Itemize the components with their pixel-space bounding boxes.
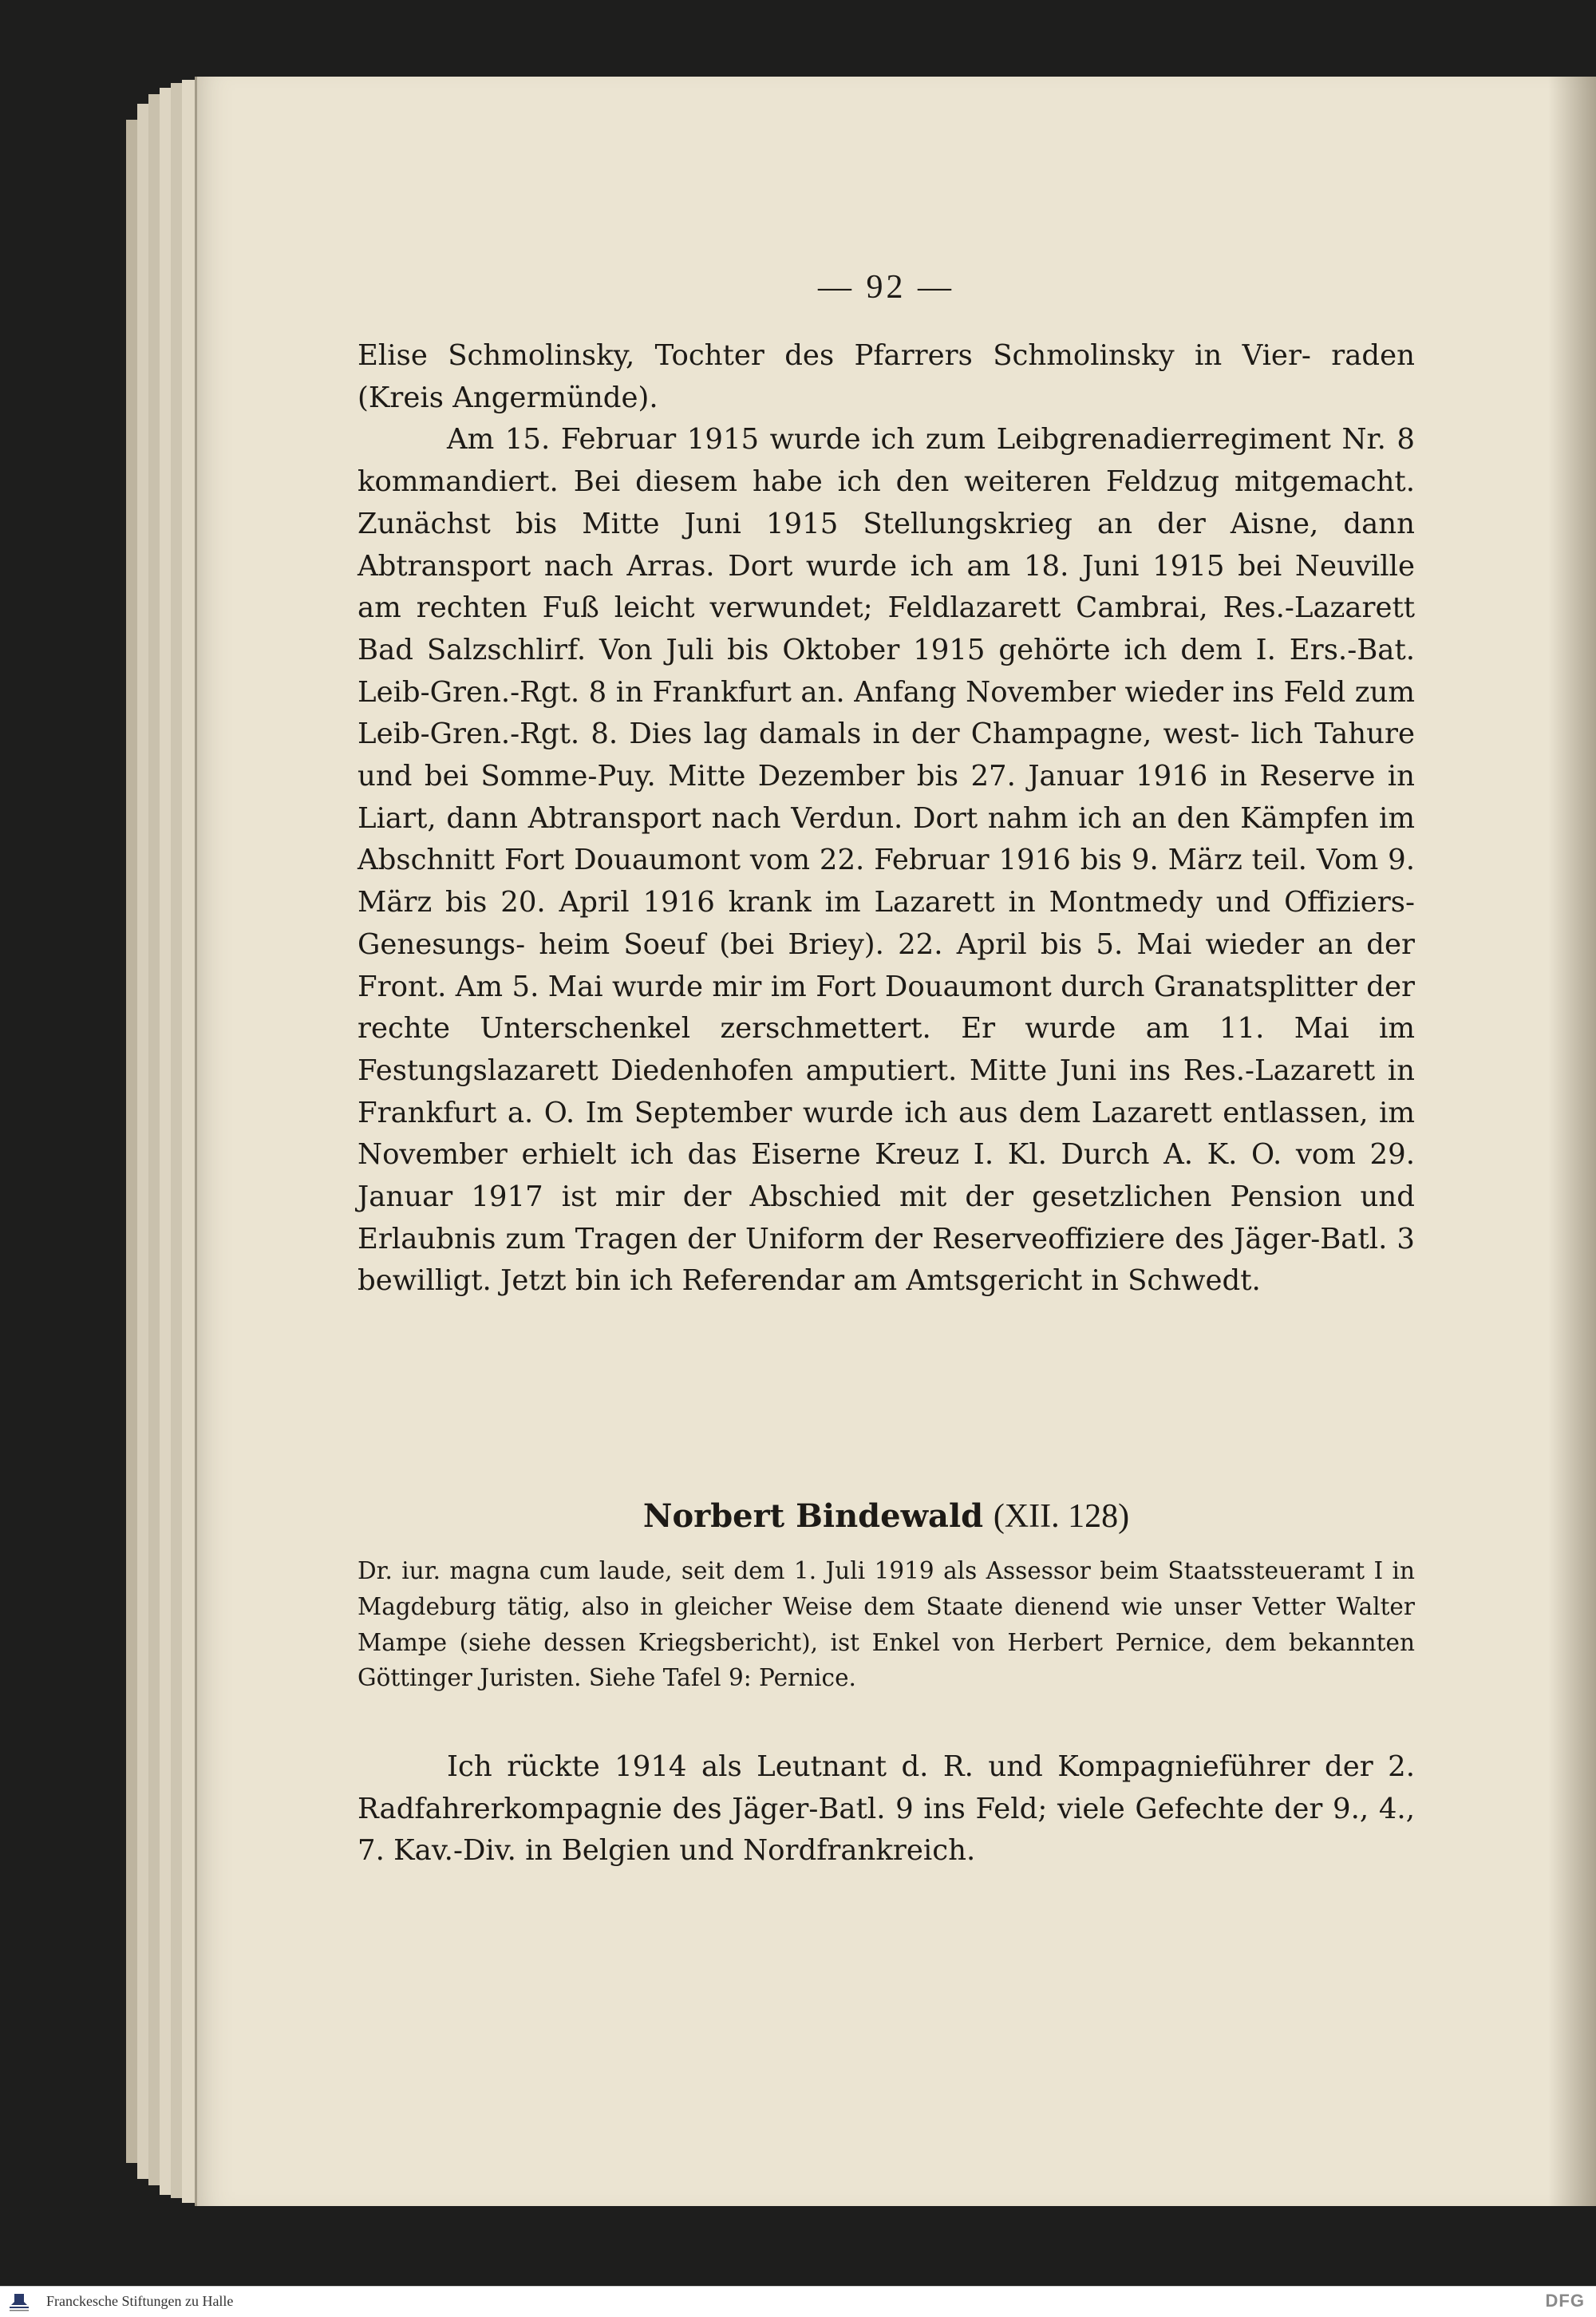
viewer-footer — [0, 2286, 1596, 2317]
section-heading — [358, 1493, 1415, 1540]
paragraph: Am 15. Februar 1915 wurde ich zum Leibgrenadierregiment Nr. 8 kommandiert. Bei diesem habe ich den weiteren Feldzug mitgemacht. Zunächst bis Mitte Juni 1915 Stellungskrieg an der Aisne, dann Abtransport nach Arras. Dort wurde ich am 18. Juni 1915 bei Neuville am rechten Fuß leicht verwundet; Feldlazarett Cambrai, Res.-Lazarett Bad Salzschlirf. Von Juli bis Oktober 1915 gehörte ich dem I. Ers.-Bat. Leib-Gren.-Rgt. 8 in Frankfurt an. Anfang November wieder ins Feld zum Leib-Gren.-Rgt. 8. Dies lag damals in der Champagne, west- lich Tahure und bei Somme-Puy. Mitte Dezember bis 27. Januar 1916 in Reserve in Liart, dann Abtransport nach Verdun. Dort nahm ich an den Kämpfen im Abschnitt Fort Douaumont vom 22. Februar 1916 bis 9. März teil. Vom 9. März bis 20. April 1916 krank im Lazarett in Montmedy und Offiziers-Genesungs- heim Soeuf (bei Briey). 22. April bis 5. Mai wieder an der Front. Am 5. Mai wurde mir im Fort Douaumont durch Granatsplitter der rechte Unterschenkel zerschmettert. Er wurde am 11. Mai im Festungslazarett Diedenhofen amputiert. Mitte Juni ins Res.-Lazarett in Frankfurt a. O. Im September wurde ich aus dem Lazarett entlassen, im November erhielt ich das Eiserne Kreuz I. Kl. Durch A. K. O. vom 29. Januar 1917 ist mir der Abschied mit der gesetzlichen Pension und Erlaubnis zum Tragen der Uniform der Reserveoffiziere des Jäger-Batl. 3 bewilligt. Jetzt bin ich Referendar am Amtsgericht in Schwedt. — [358, 423, 1415, 1298]
institution-name: Franckesche Stiftungen zu Halle — [46, 2293, 234, 2309]
page-number: — 92 — — [818, 269, 954, 306]
dfg-badge: DFG — [1545, 2291, 1585, 2311]
page-gutter — [1548, 77, 1596, 2206]
section-ref: (XII. 128) — [993, 1498, 1130, 1535]
institution-logo-icon — [8, 2292, 30, 2313]
note-text: Dr. iur. magna cum laude, seit dem 1. Juli 1919 als Assessor beim Staatssteueramt I in Magdeburg tätig, also in gleicher Weise dem Staate dienend wie unser Vetter Walter Mampe (siehe dessen Kriegsbericht), ist Enkel von Herbert Pernice, dem bekannten Göttinger Juristen. Siehe Tafel 9: Pernice. — [358, 1557, 1415, 1692]
section-note — [358, 1553, 1415, 1696]
paragraph: Ich rückte 1914 als Leutnant d. R. und Kompagnieführer der 2. Radfahrerkompagnie des Jäger-Batl. 9 ins Feld; viele Gefechte der 9., 4., 7. Kav.-Div. in Belgien und Nordfrankreich. — [358, 1750, 1415, 1868]
section-body — [358, 1746, 1415, 1872]
main-text — [358, 335, 1415, 1303]
section-name: Norbert Bindewald — [642, 1497, 984, 1535]
paragraph: Elise Schmolinsky, Tochter des Pfarrers Schmolinsky in Vier- raden (Kreis Angermünde). — [358, 339, 1415, 414]
